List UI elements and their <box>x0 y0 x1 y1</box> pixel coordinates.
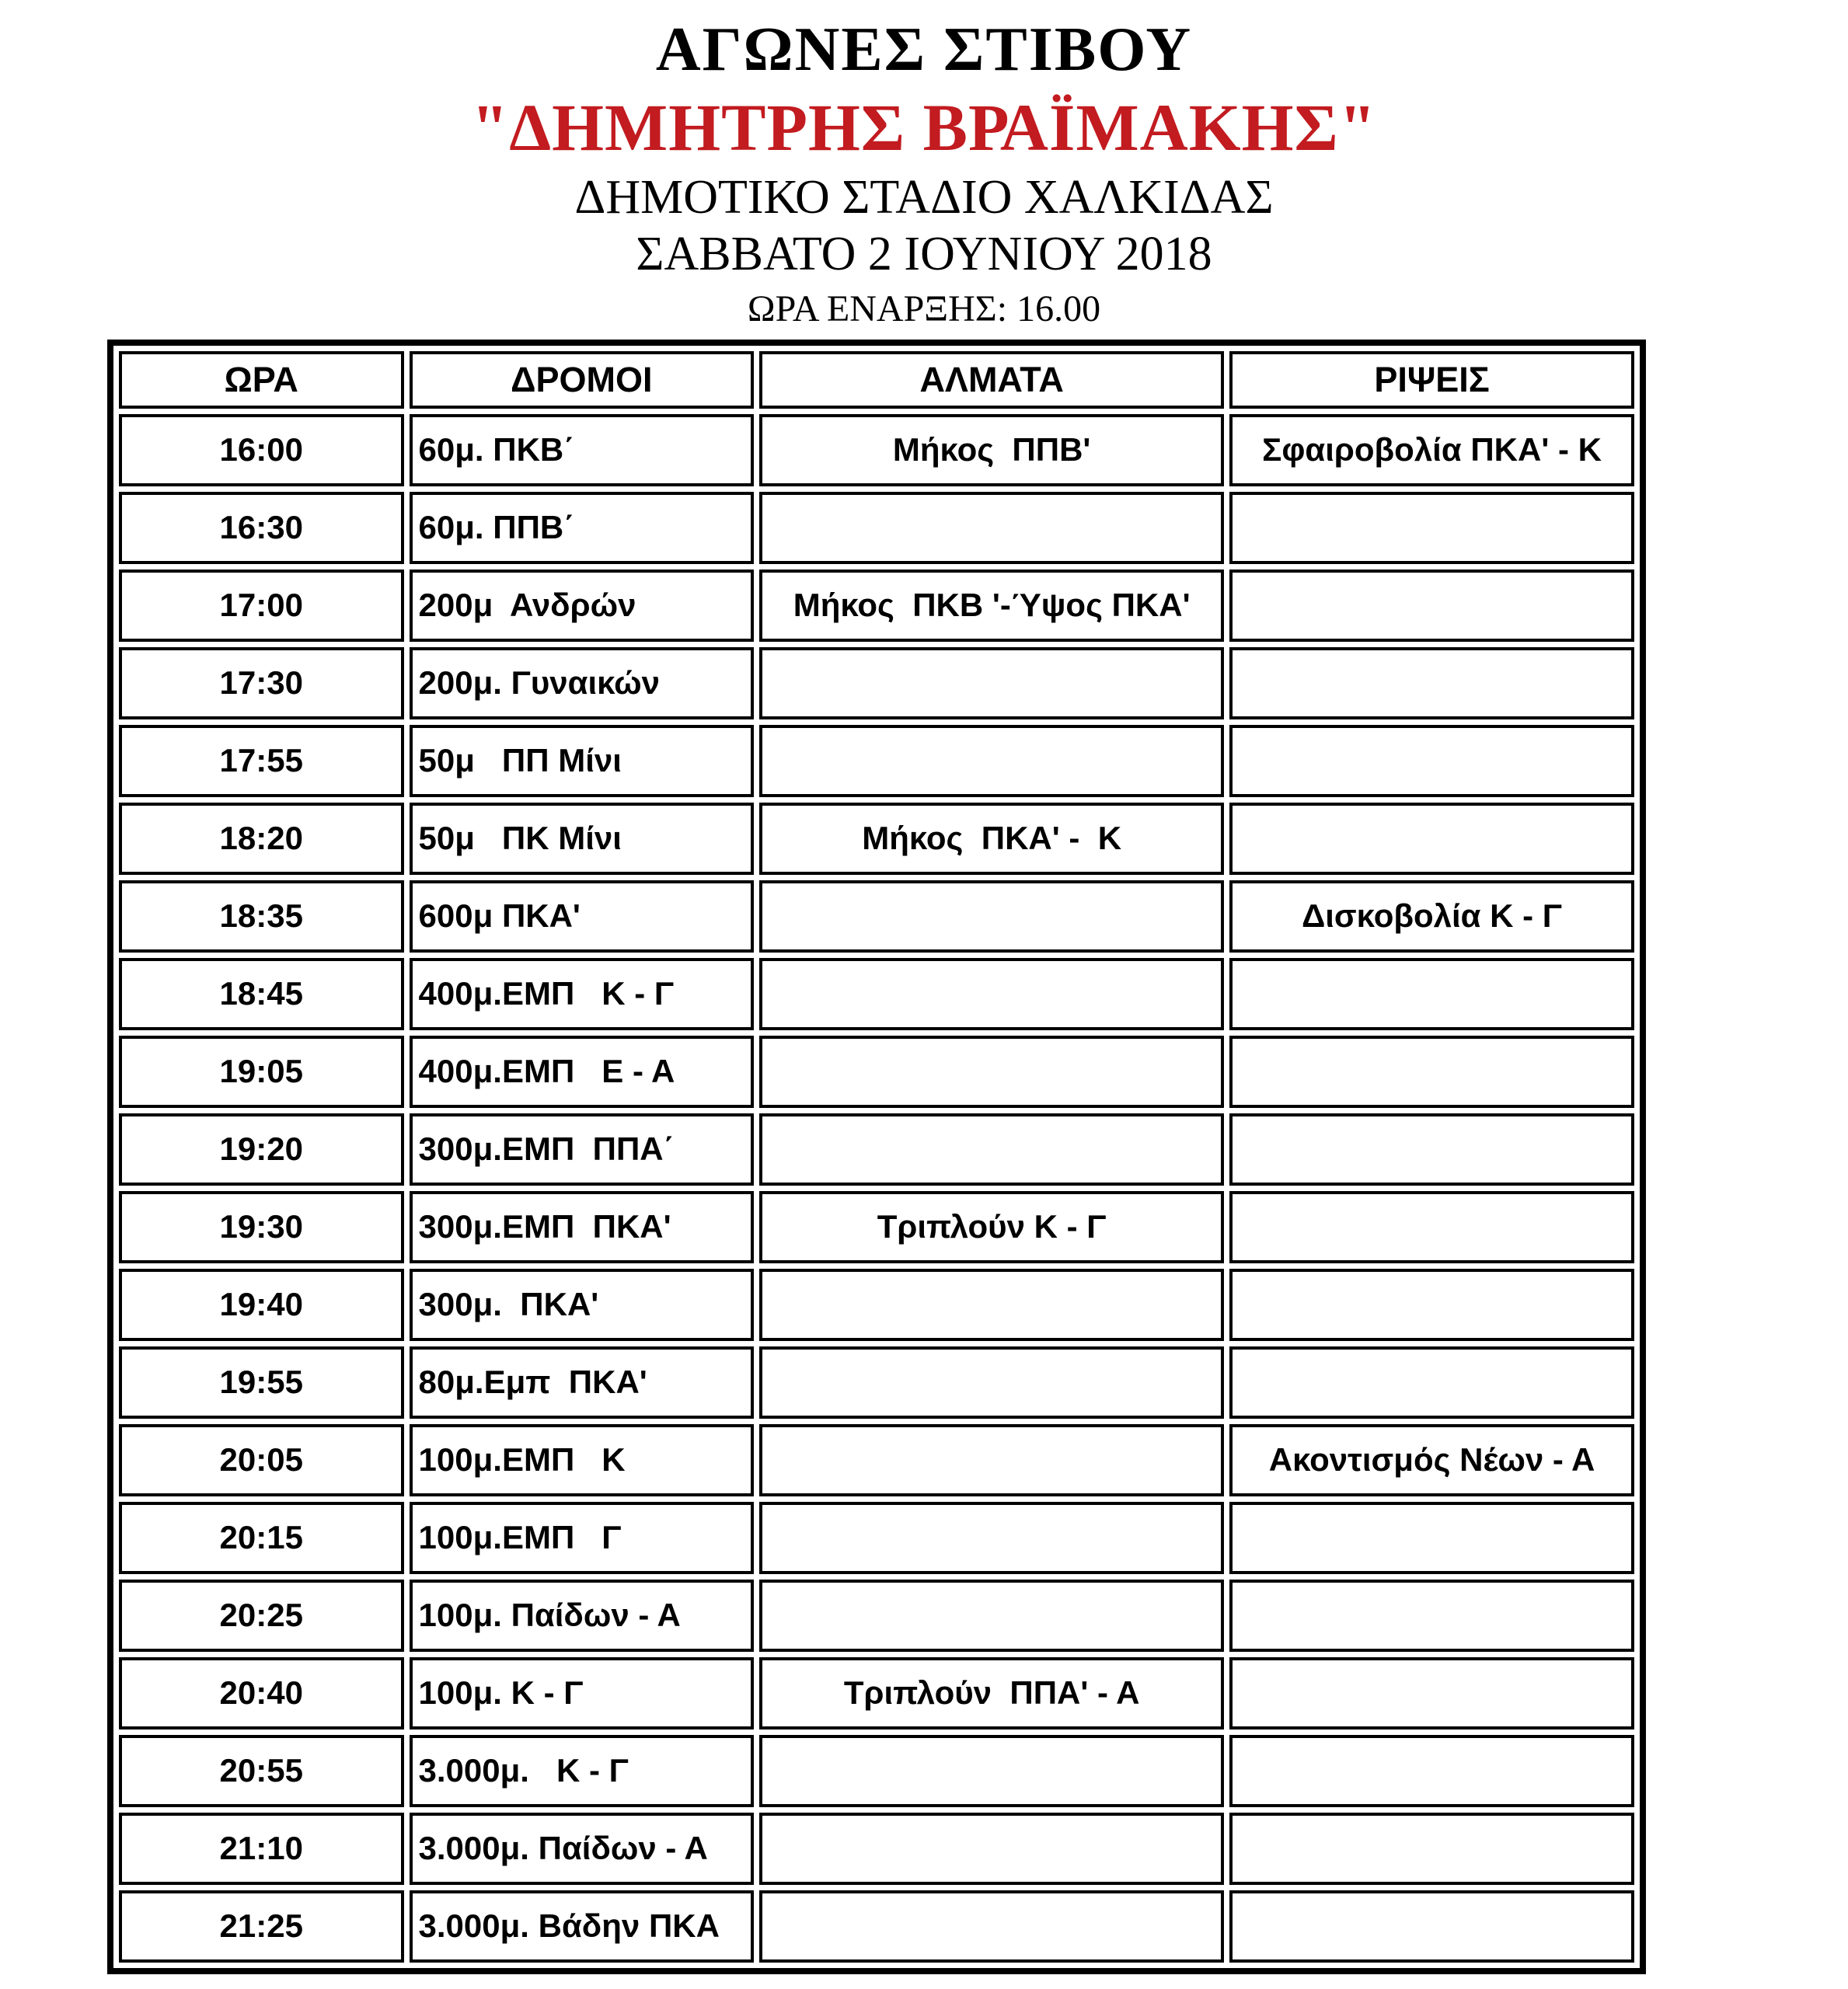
table-row <box>119 1424 1634 1496</box>
jumps-cell: Μήκος ΠΠΒ' <box>759 414 1224 486</box>
throws-cell <box>1229 492 1634 564</box>
throws-cell <box>1229 1191 1634 1263</box>
col-header-throws: ΡΙΨΕΙΣ <box>1229 351 1634 409</box>
throws-cell <box>1229 1036 1634 1108</box>
table-row <box>119 803 1634 875</box>
track-events-cell: 600μ ΠΚΑ' <box>410 880 755 953</box>
time-cell: 19:30 <box>119 1191 404 1263</box>
date-line: ΣΑΒΒΑΤΟ 2 ΙΟΥΝΙΟΥ 2018 <box>636 228 1212 281</box>
time-cell: 20:25 <box>119 1580 404 1652</box>
time-cell: 21:10 <box>119 1813 404 1885</box>
time-cell: 21:25 <box>119 1890 404 1963</box>
time-cell: 18:35 <box>119 880 404 953</box>
time-cell: 19:20 <box>119 1113 404 1186</box>
table-row <box>119 414 1634 486</box>
throws-cell <box>1229 803 1634 875</box>
throws-cell <box>1229 1346 1634 1419</box>
table-row <box>119 880 1634 953</box>
event-title: ΑΓΩΝΕΣ ΣΤΙΒΟΥ <box>655 16 1193 84</box>
throws-cell <box>1229 1113 1634 1186</box>
venue-line: ΔΗΜΟΤΙΚΟ ΣΤΑΔΙΟ ΧΑΛΚΙΔΑΣ <box>574 170 1274 224</box>
throws-cell: Σφαιροβολία ΠΚΑ' - Κ <box>1229 414 1634 486</box>
jumps-cell <box>759 647 1224 719</box>
throws-cell: Ακοντισμός Νέων - Α <box>1229 1424 1634 1496</box>
jumps-cell <box>759 1269 1224 1341</box>
throws-cell <box>1229 1890 1634 1963</box>
time-cell: 17:55 <box>119 725 404 797</box>
table-row <box>119 1346 1634 1419</box>
table-row <box>119 1502 1634 1574</box>
throws-cell <box>1229 1580 1634 1652</box>
jumps-cell <box>759 725 1224 797</box>
track-events-cell: 3.000μ. Κ - Γ <box>410 1735 755 1807</box>
jumps-cell <box>759 1346 1224 1419</box>
track-events-cell: 400μ.ΕΜΠ Κ - Γ <box>410 958 755 1030</box>
jumps-cell: Μήκος ΠΚΑ' - Κ <box>759 803 1224 875</box>
table-row <box>119 958 1634 1030</box>
jumps-cell: Μήκος ΠΚΒ '-Ύψος ΠΚΑ' <box>759 570 1224 642</box>
time-cell: 17:30 <box>119 647 404 719</box>
table-row <box>119 1735 1634 1807</box>
table-row <box>119 1269 1634 1341</box>
start-time-line: ΩΡΑ ΕΝΑΡΞΗΣ: 16.00 <box>747 287 1101 329</box>
throws-cell <box>1229 725 1634 797</box>
throws-cell <box>1229 647 1634 719</box>
jumps-cell <box>759 880 1224 953</box>
throws-cell <box>1229 1813 1634 1885</box>
track-events-cell: 300μ.ΕΜΠ ΠΠΑ΄ <box>410 1113 755 1186</box>
jumps-cell <box>759 1113 1224 1186</box>
throws-cell <box>1229 1269 1634 1341</box>
time-cell: 16:00 <box>119 414 404 486</box>
table-row <box>119 1657 1634 1729</box>
jumps-cell <box>759 1580 1224 1652</box>
jumps-cell <box>759 1813 1224 1885</box>
throws-cell <box>1229 570 1634 642</box>
jumps-cell <box>759 492 1224 564</box>
time-cell: 18:45 <box>119 958 404 1030</box>
time-cell: 18:20 <box>119 803 404 875</box>
time-cell: 17:00 <box>119 570 404 642</box>
jumps-cell: Τριπλούν ΠΠΑ' - Α <box>759 1657 1224 1729</box>
track-events-cell: 100μ.ΕΜΠ Γ <box>410 1502 755 1574</box>
col-header-track: ΔΡΟΜΟΙ <box>410 351 755 409</box>
table-row <box>119 725 1634 797</box>
jumps-cell <box>759 1890 1224 1963</box>
table-row <box>119 1813 1634 1885</box>
track-events-cell: 400μ.ΕΜΠ Ε - Α <box>410 1036 755 1108</box>
time-cell: 20:55 <box>119 1735 404 1807</box>
table-row <box>119 1036 1634 1108</box>
jumps-cell: Τριπλούν Κ - Γ <box>759 1191 1224 1263</box>
track-events-cell: 100μ.ΕΜΠ Κ <box>410 1424 755 1496</box>
throws-cell: Δισκοβολία Κ - Γ <box>1229 880 1634 953</box>
track-events-cell: 60μ. ΠΚΒ΄ <box>410 414 755 486</box>
jumps-cell <box>759 1036 1224 1108</box>
track-events-cell: 3.000μ. Βάδην ΠΚΑ <box>410 1890 755 1963</box>
track-events-cell: 50μ ΠΠ Μίνι <box>410 725 755 797</box>
track-events-cell: 60μ. ΠΠΒ΄ <box>410 492 755 564</box>
track-events-cell: 80μ.Εμπ ΠΚΑ' <box>410 1346 755 1419</box>
track-events-cell: 300μ. ΠΚΑ' <box>410 1269 755 1341</box>
track-events-cell: 100μ. Παίδων - Α <box>410 1580 755 1652</box>
table-row <box>119 647 1634 719</box>
table-row <box>119 1113 1634 1186</box>
jumps-cell <box>759 1502 1224 1574</box>
table-row <box>119 1580 1634 1652</box>
time-cell: 19:40 <box>119 1269 404 1341</box>
jumps-cell <box>759 1735 1224 1807</box>
throws-cell <box>1229 1657 1634 1729</box>
track-events-cell: 50μ ΠΚ Μίνι <box>410 803 755 875</box>
time-cell: 19:55 <box>119 1346 404 1419</box>
throws-cell <box>1229 1735 1634 1807</box>
col-header-time: ΩΡΑ <box>119 351 404 409</box>
track-events-cell: 100μ. Κ - Γ <box>410 1657 755 1729</box>
table-row <box>119 492 1634 564</box>
time-cell: 19:05 <box>119 1036 404 1108</box>
time-cell: 16:30 <box>119 492 404 564</box>
track-events-cell: 200μ Ανδρών <box>410 570 755 642</box>
throws-cell <box>1229 1502 1634 1574</box>
track-events-cell: 3.000μ. Παίδων - Α <box>410 1813 755 1885</box>
header-row <box>119 351 1634 409</box>
document-header <box>0 16 1848 330</box>
table-row <box>119 1890 1634 1963</box>
jumps-cell <box>759 958 1224 1030</box>
table-row <box>119 1191 1634 1263</box>
jumps-cell <box>759 1424 1224 1496</box>
track-events-cell: 200μ. Γυναικών <box>410 647 755 719</box>
time-cell: 20:15 <box>119 1502 404 1574</box>
col-header-jumps: ΑΛΜΑΤΑ <box>759 351 1224 409</box>
time-cell: 20:05 <box>119 1424 404 1496</box>
table-row <box>119 570 1634 642</box>
track-events-cell: 300μ.ΕΜΠ ΠΚΑ' <box>410 1191 755 1263</box>
time-cell: 20:40 <box>119 1657 404 1729</box>
event-name: "ΔΗΜΗΤΡΗΣ ΒΡΑΪΜΑΚΗΣ" <box>471 89 1377 165</box>
throws-cell <box>1229 958 1634 1030</box>
schedule-table <box>107 340 1646 1974</box>
